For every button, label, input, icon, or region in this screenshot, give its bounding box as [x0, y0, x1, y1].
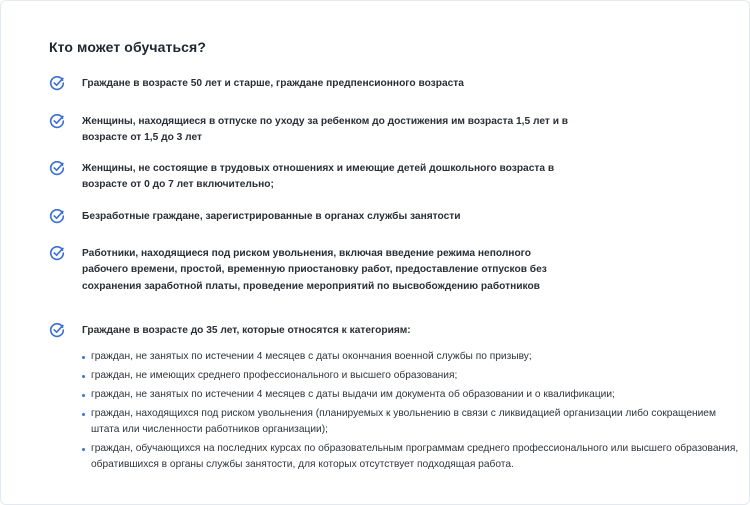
- eligibility-item-label: Граждане в возрасте 50 лет и старше, граждане предпенсионного возраста: [82, 78, 464, 89]
- eligibility-item-label: Работники, находящиеся под риском увольнения, включая введение режима неполного рабочего времени, простой, временную приостановку работ, предоставление отпусков без сохранения заработной платы, проведение мероприятий по высвобождению работников: [82, 248, 547, 292]
- category-label: граждан, находящихся под риском увольнения (планируемых к увольнению в связи с ликвидацией организации либо сокращением штата или численности работников организации);: [91, 408, 716, 435]
- category-label: граждан, не имеющих среднего профессионального и высшего образования;: [91, 370, 458, 381]
- check-circle-icon: [49, 208, 65, 224]
- category-list-item: [81, 349, 741, 365]
- bullet-icon: [82, 394, 85, 397]
- category-list-item: [81, 368, 741, 384]
- eligibility-item-label: Женщины, находящиеся в отпуске по уходу за ребенком до достижения им возраста 1,5 лет и в возрасте от 1,5 до 3 лет: [82, 116, 569, 144]
- bullet-icon: [82, 356, 85, 359]
- bullet-icon: [82, 375, 85, 378]
- check-circle-icon: [49, 160, 65, 176]
- bullet-icon: [82, 413, 85, 416]
- category-list-item: [81, 441, 741, 473]
- category-label: граждан, не занятых по истечении 4 месяцев с даты выдачи им документа об образовании и о квалификации;: [91, 389, 615, 400]
- category-list-item: [81, 387, 741, 403]
- eligibility-item-label: Граждане в возрасте до 35 лет, которые относятся к категориям:: [82, 325, 411, 336]
- bullet-icon: [82, 448, 85, 451]
- category-list-item: [81, 406, 731, 438]
- under-35-categories-list: [81, 349, 741, 476]
- eligibility-item-label: Женщины, не состоящие в трудовых отношениях и имеющие детей дошкольного возраста в возрасте от 0 до 7 лет включительно;: [82, 163, 555, 191]
- category-label: граждан, не занятых по истечении 4 месяцев с даты окончания военной службы по призыву;: [91, 351, 532, 362]
- check-circle-icon: [49, 245, 65, 261]
- check-circle-icon: [49, 113, 65, 129]
- check-circle-icon: [49, 75, 65, 91]
- section-title: Кто может обучаться?: [49, 39, 206, 55]
- category-label: граждан, обучающихся на последних курсах по образовательным программам среднего профессионального или высшего образования, обратившихся в органы службы занятости, для которых отсутствует подходящая работа.: [91, 443, 739, 470]
- check-circle-icon: [49, 322, 65, 338]
- eligibility-item-label: Безработные граждане, зарегистрированные в органах службы занятости: [82, 211, 461, 222]
